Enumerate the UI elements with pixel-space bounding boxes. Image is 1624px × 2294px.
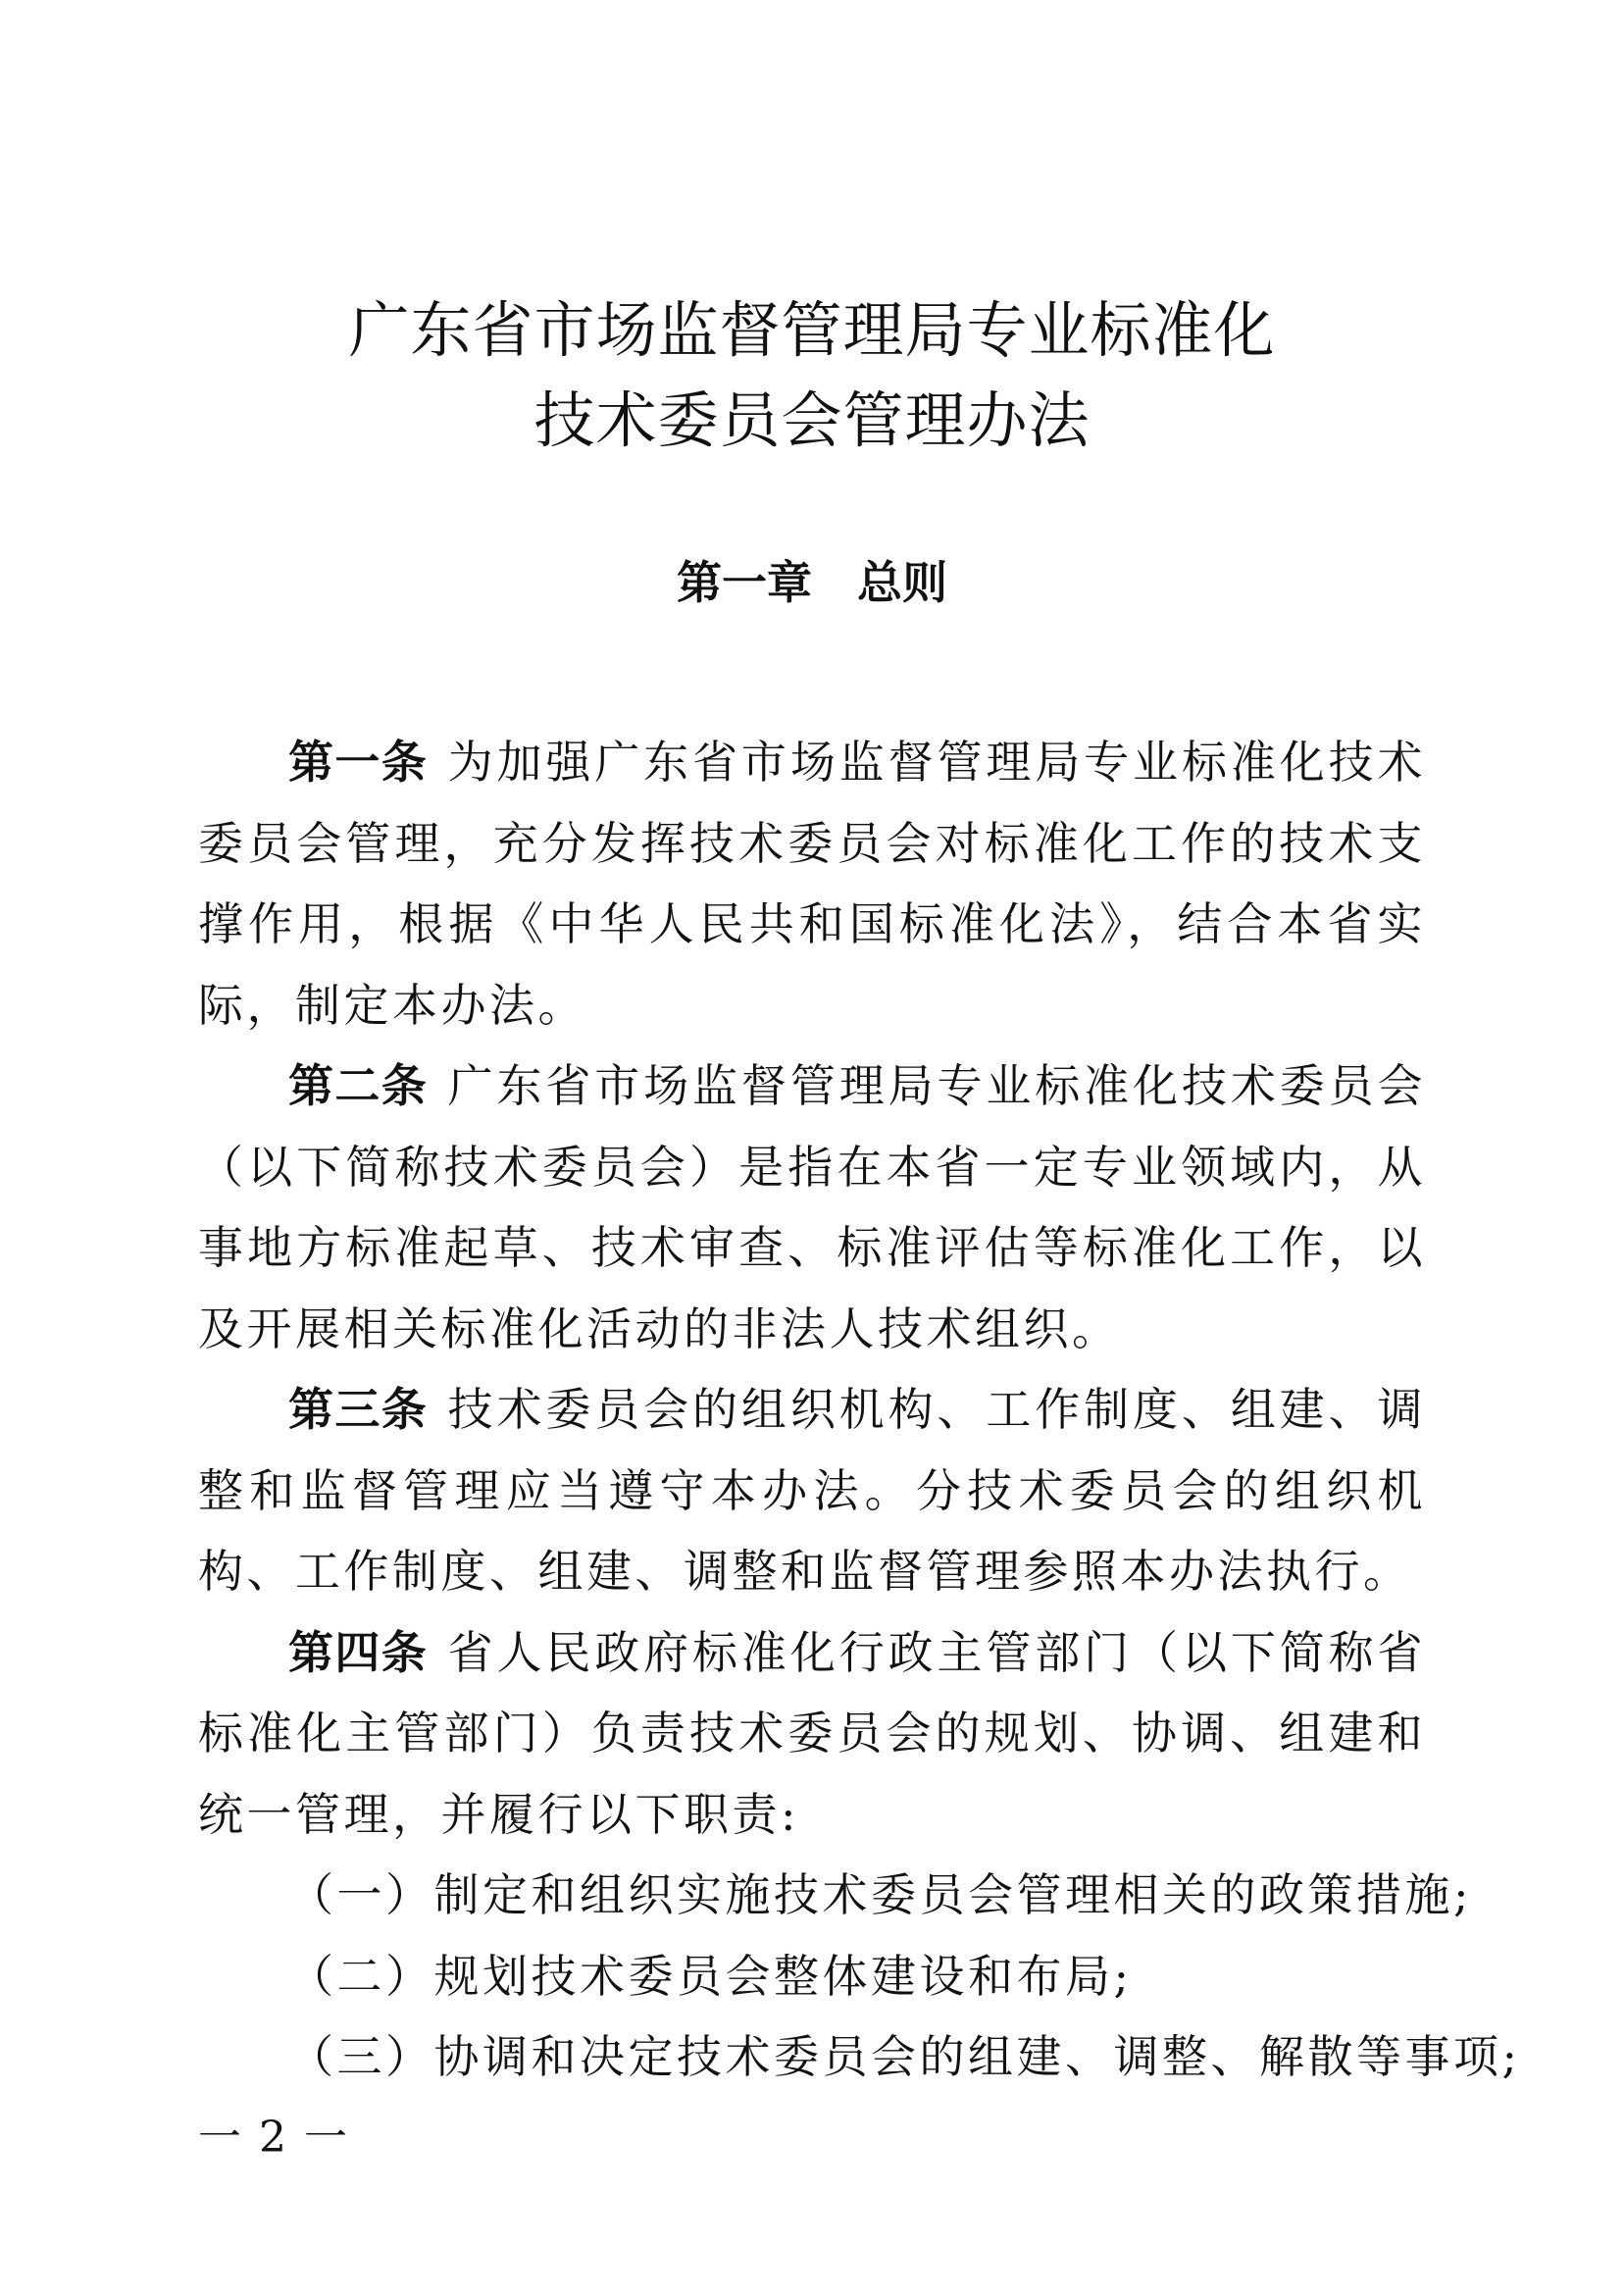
article-label: 第三条 (288, 1383, 429, 1436)
article-text: 技术委员会的组织机构、工作制度、组建、调整和监督管理应当遵守本办法。分技术委员会的组织机构、工作制度、组建、调整和监督管理参照本办法执行。 (198, 1383, 1427, 1598)
article-text: 省人民政府标准化行政主管部门（以下简称省标准化主管部门）负责技术委员会的规划、协调、组建和统一管理，并履行以下职责: (198, 1625, 1427, 1841)
article-label: 第二条 (288, 1059, 429, 1112)
chapter-heading (0, 556, 1624, 609)
list-item: （三）协调和决定技术委员会的组建、调整、解散等事项; (288, 2030, 1521, 2083)
page-number: 一 2 一 (198, 2113, 349, 2163)
article-1 (198, 722, 1426, 1045)
document-body (198, 722, 1521, 2098)
chapter-name: 总则 (857, 556, 947, 609)
article-text: 广东省市场监督管理局专业标准化技术委员会（以下简称技术委员会）是指在本省一定专业领域内，从事地方标准起草、技术审查、标准评估等标准化工作，以及开展相关标准化活动的非法人技术组织。 (198, 1059, 1427, 1355)
list-item: （一）制定和组织实施技术委员会管理相关的政策措施; (288, 1868, 1472, 1921)
article-label: 第一条 (288, 736, 429, 789)
article-label: 第四条 (288, 1625, 429, 1679)
article-text: 为加强广东省市场监督管理局专业标准化技术委员会管理，充分发挥技术委员会对标准化工作的技术支撑作用，根据《中华人民共和国标准化法》，结合本省实际，制定本办法。 (198, 736, 1427, 1032)
chapter-number: 第一章 (677, 556, 812, 609)
article-4 (198, 1612, 1426, 1856)
document-title-line-1: 广东省市场监督管理局专业标准化 (348, 294, 1276, 366)
document-title-line-2: 技术委员会管理办法 (533, 384, 1091, 456)
list-item: （二）规划技术委员会整体建设和布局; (288, 1949, 1133, 2003)
article-2 (198, 1045, 1426, 1369)
article-3 (198, 1369, 1426, 1612)
